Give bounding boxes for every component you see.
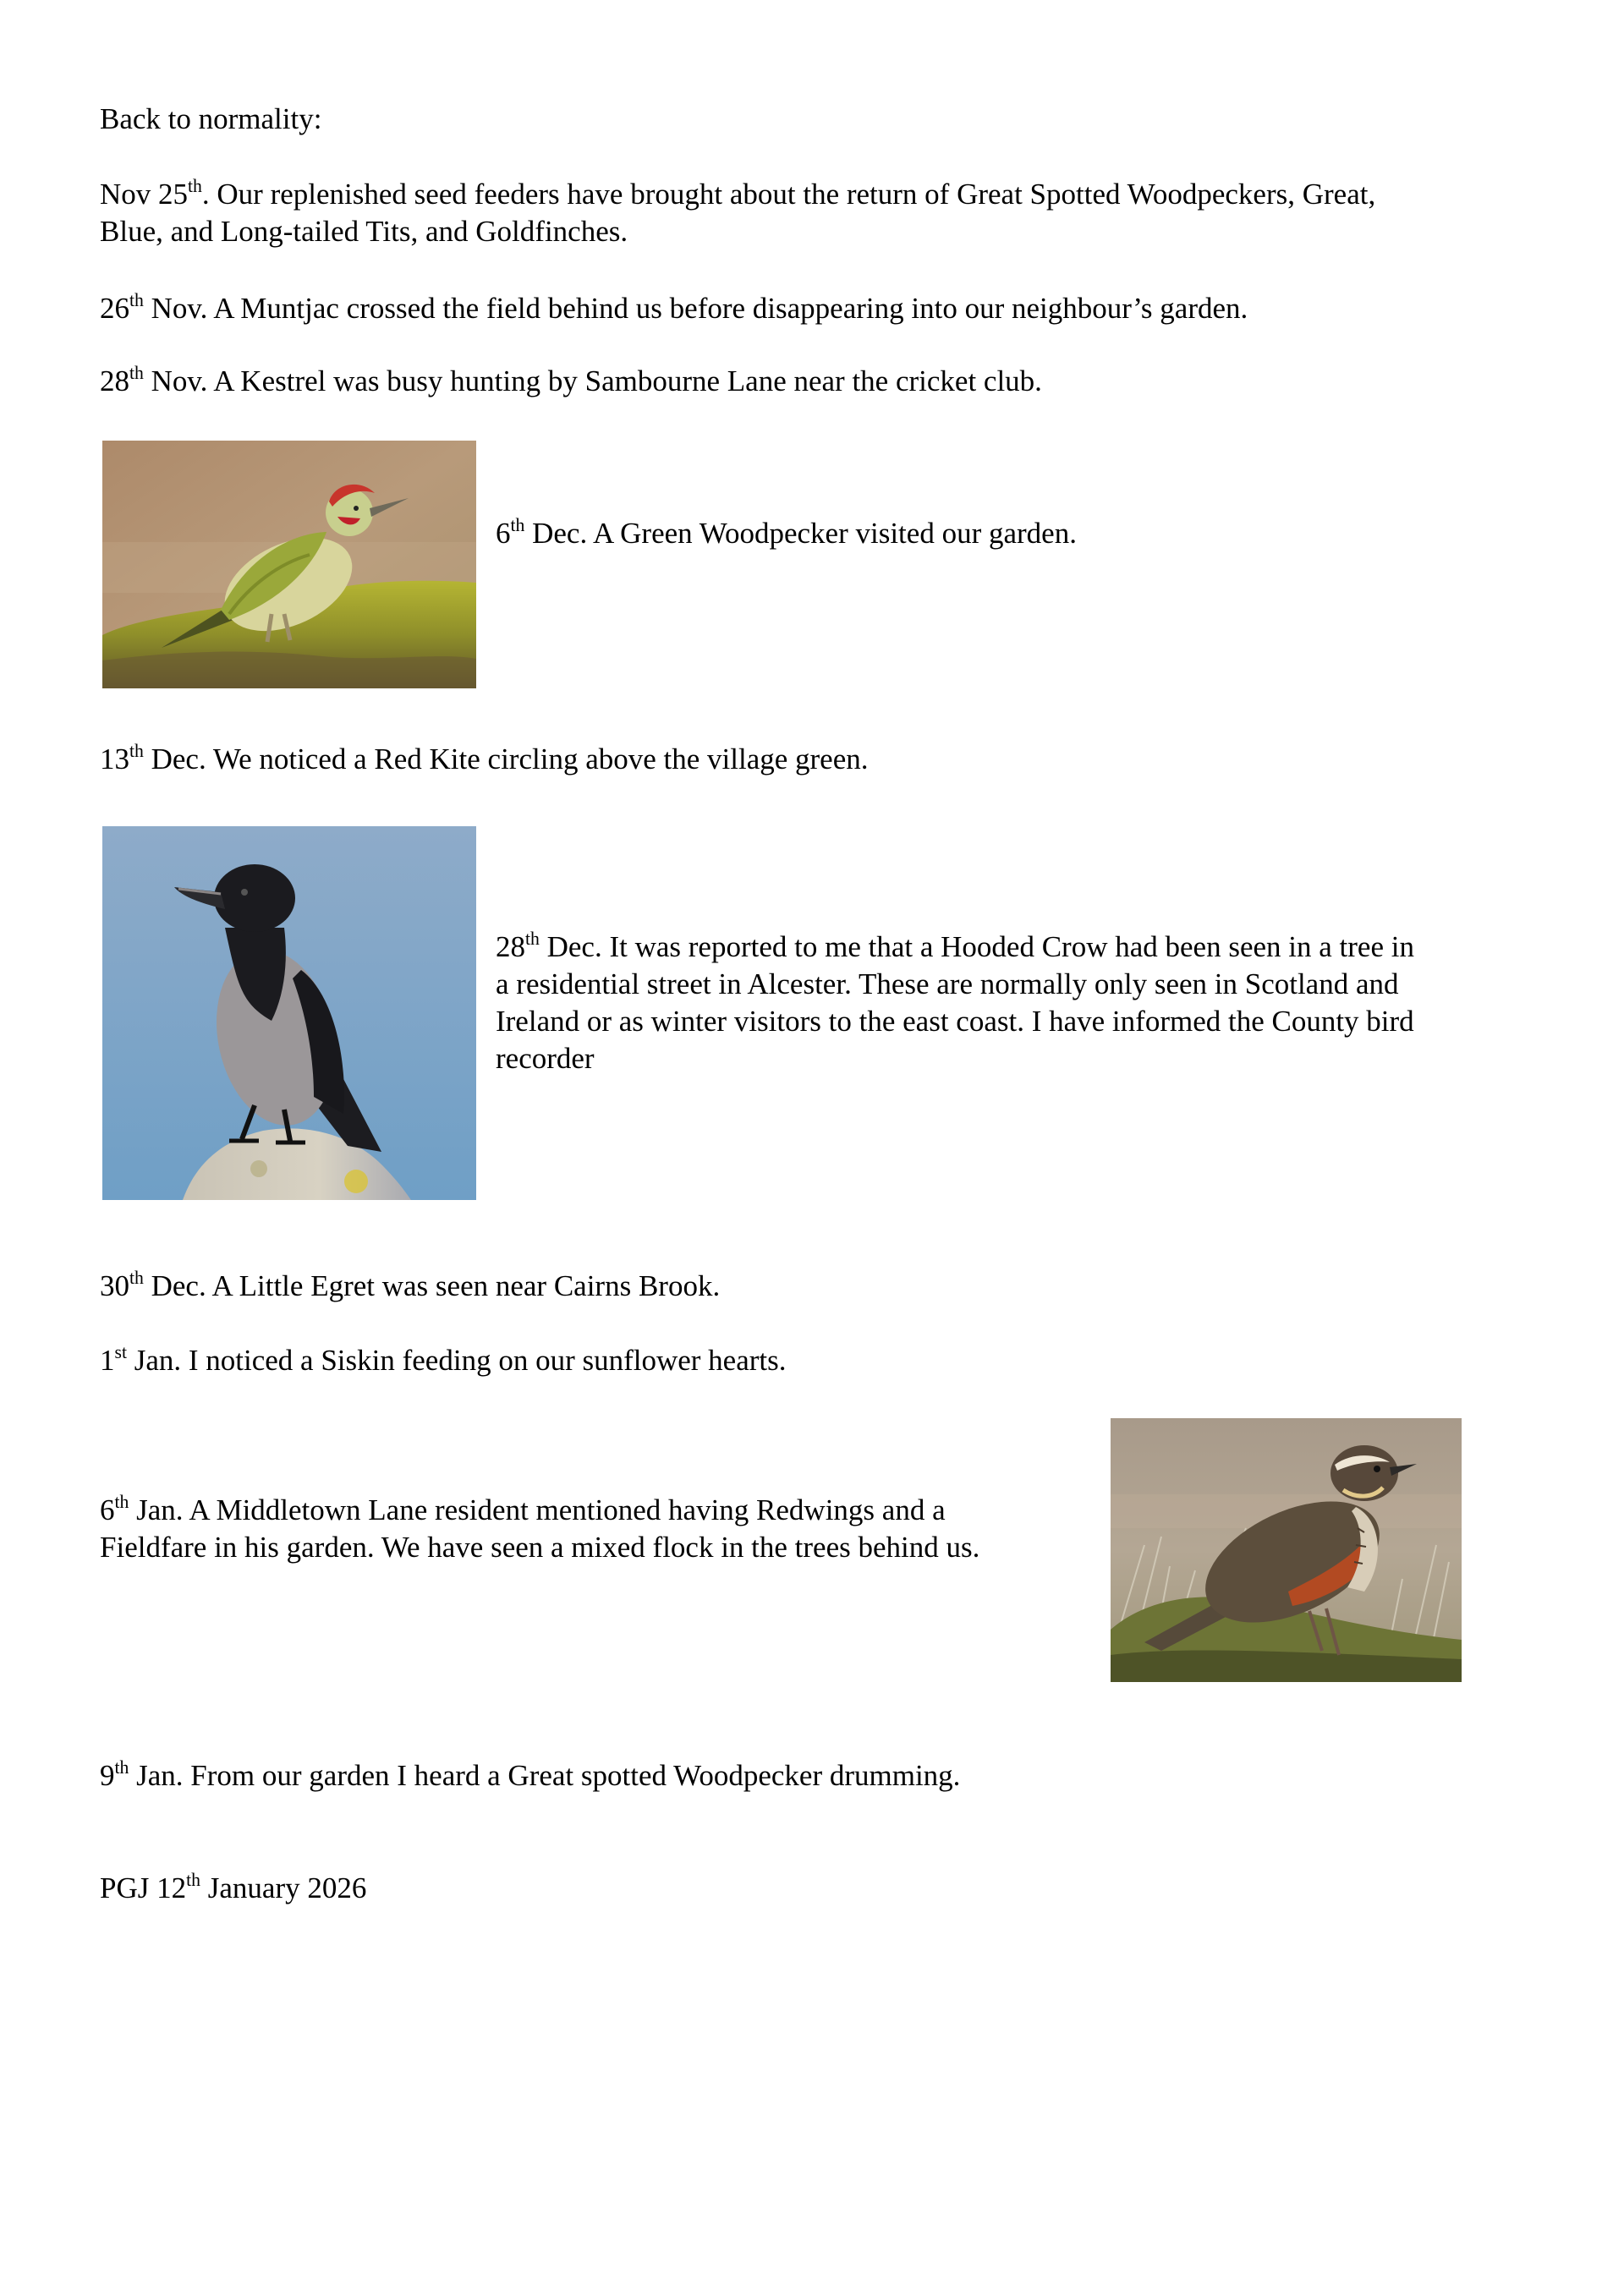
entry-text: Jan. I noticed a Siskin feeding on our sunflower hearts. [126, 1344, 787, 1377]
date-suffix: th [114, 1757, 129, 1778]
date-suffix: th [129, 290, 144, 311]
entry-text: Ireland or as winter visitors to the east coast. I have informed the County bird [496, 1005, 1414, 1038]
date-suffix: st [114, 1342, 127, 1363]
entry-jan9 [100, 1757, 960, 1795]
signature-date: January 2026 [200, 1871, 367, 1904]
entry-jan6 [100, 1492, 979, 1566]
entry-text: Jan. A Middletown Lane resident mentioned having Redwings and a [129, 1493, 946, 1526]
entry-date: 28 [496, 930, 525, 963]
date-suffix: th [129, 1268, 144, 1289]
entry-text: recorder [496, 1042, 595, 1075]
entry-nov25 [100, 176, 1375, 250]
entry-dec30 [100, 1268, 720, 1305]
signature-prefix: PGJ 12 [100, 1871, 187, 1904]
entry-text: a residential street in Alcester. These are normally only seen in Scotland and [496, 967, 1399, 1000]
entry-text: Dec. We noticed a Red Kite circling above the village green. [143, 743, 869, 775]
entry-date: Nov 25 [100, 178, 189, 211]
entry-dec6 [496, 515, 1077, 552]
entry-date: 6 [496, 517, 511, 550]
entry-nov26 [100, 290, 1248, 327]
entry-nov28 [100, 363, 1042, 400]
date-suffix: th [186, 1870, 200, 1891]
entry-date: 30 [100, 1269, 129, 1302]
date-suffix: th [129, 363, 144, 384]
entry-dec28 [496, 929, 1414, 1077]
entry-text: Nov. A Muntjac crossed the field behind us before disappearing into our neighbour’s garden. [143, 292, 1248, 325]
green-woodpecker-image-icon [102, 441, 476, 688]
redwing-image-icon [1111, 1418, 1462, 1682]
hooded-crow-image-icon [102, 826, 476, 1200]
date-suffix: th [510, 515, 525, 536]
redwing-photo [1111, 1418, 1462, 1682]
entry-text: Dec. It was reported to me that a Hooded Crow had been seen in a tree in [539, 930, 1414, 963]
date-suffix: th [188, 176, 202, 197]
entry-text: Dec. A Green Woodpecker visited our garden. [524, 517, 1077, 550]
entry-text: Nov. A Kestrel was busy hunting by Sambourne Lane near the cricket club. [143, 364, 1042, 397]
entry-text: Jan. From our garden I heard a Great spotted Woodpecker drumming. [129, 1759, 961, 1792]
entry-date: 28 [100, 364, 129, 397]
entry-text: . Our replenished seed feeders have brought about the return of Great Spotted Woodpeckers, Great, [201, 178, 1376, 211]
intro-heading [100, 101, 321, 138]
signature [100, 1870, 366, 1907]
entry-date: 1 [100, 1344, 115, 1377]
hooded-crow-photo [102, 826, 476, 1200]
intro-text: Back to normality: [100, 102, 322, 135]
entry-jan1 [100, 1342, 787, 1379]
green-woodpecker-photo [102, 441, 476, 688]
date-suffix: th [129, 741, 144, 762]
entry-text: Blue, and Long-tailed Tits, and Goldfinches. [100, 215, 628, 248]
entry-dec13 [100, 741, 869, 778]
entry-date: 13 [100, 743, 129, 775]
date-suffix: th [525, 929, 540, 950]
entry-date: 26 [100, 292, 129, 325]
entry-date: 9 [100, 1759, 115, 1792]
entry-text: Dec. A Little Egret was seen near Cairns Brook. [143, 1269, 721, 1302]
entry-date: 6 [100, 1493, 115, 1526]
entry-text: Fieldfare in his garden. We have seen a mixed flock in the trees behind us. [100, 1531, 980, 1564]
date-suffix: th [114, 1492, 129, 1513]
